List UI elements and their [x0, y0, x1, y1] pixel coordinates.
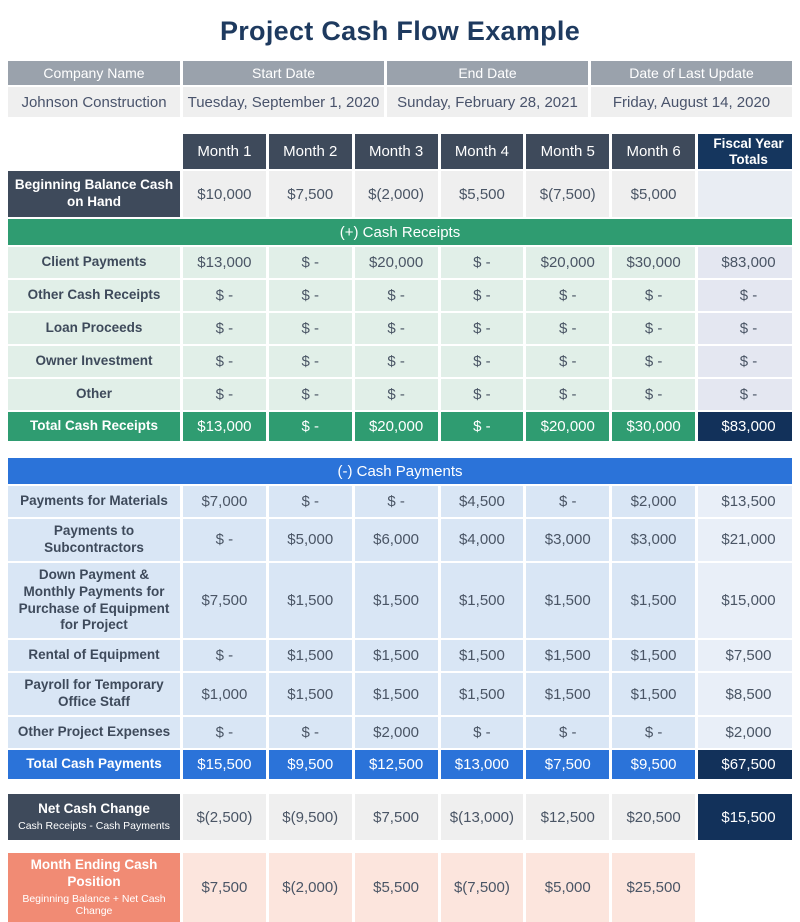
- fiscal-total-cell: $ -: [698, 346, 792, 377]
- value-cell: $15,500: [183, 750, 266, 779]
- fiscal-total-cell: $15,500: [698, 794, 792, 840]
- info-value-cell: Johnson Construction: [8, 87, 180, 117]
- month-header-cell: Month 3: [355, 134, 438, 169]
- value-cell: $3,000: [612, 519, 695, 561]
- payments-row: [8, 673, 792, 715]
- value-cell: $ -: [355, 313, 438, 344]
- row-sublabel-text: Cash Receipts - Cash Payments: [18, 820, 170, 833]
- value-cell: $1,500: [441, 563, 524, 639]
- receipts-total-row: [8, 412, 792, 441]
- row-label: Rental of Equipment: [8, 640, 180, 671]
- value-cell: $(13,000): [441, 794, 524, 840]
- value-cell: $20,000: [355, 412, 438, 441]
- payments-row: [8, 563, 792, 639]
- fiscal-total-cell: $ -: [698, 313, 792, 344]
- value-cell: $1,500: [269, 673, 352, 715]
- value-cell: $ -: [612, 346, 695, 377]
- receipts-row: [8, 379, 792, 410]
- value-cell: $(2,000): [269, 853, 352, 922]
- value-cell: $1,500: [526, 563, 609, 639]
- value-cell: $10,000: [183, 171, 266, 217]
- value-cell: $7,500: [269, 171, 352, 217]
- month-header-row: [8, 134, 792, 169]
- value-cell: $ -: [269, 412, 352, 441]
- value-cell: $1,500: [355, 563, 438, 639]
- fiscal-total-cell: $21,000: [698, 519, 792, 561]
- value-cell: $7,500: [355, 794, 438, 840]
- value-cell: $ -: [183, 379, 266, 410]
- net-cash-change-row: [8, 794, 792, 840]
- value-cell: $4,000: [441, 519, 524, 561]
- section-header-payments: (-) Cash Payments: [8, 458, 792, 484]
- info-header-cell: Date of Last Update: [591, 61, 792, 85]
- row-label-text: Month Ending Cash Position: [30, 857, 158, 889]
- value-cell: $ -: [526, 379, 609, 410]
- section-header-receipts: (+) Cash Receipts: [8, 219, 792, 245]
- value-cell: $ -: [183, 280, 266, 311]
- receipts-row: [8, 280, 792, 311]
- fiscal-total-cell: $15,000: [698, 563, 792, 639]
- value-cell: $ -: [526, 346, 609, 377]
- value-cell: $1,500: [355, 673, 438, 715]
- payments-row: [8, 640, 792, 671]
- month-ending-cash-position-row: [8, 853, 792, 922]
- value-cell: $ -: [526, 717, 609, 748]
- value-cell: $5,000: [612, 171, 695, 217]
- row-label: Other Project Expenses: [8, 717, 180, 748]
- value-cell: $6,000: [355, 519, 438, 561]
- value-cell: $1,500: [441, 640, 524, 671]
- value-cell: $20,000: [526, 247, 609, 278]
- beginning-balance-row: [8, 171, 792, 217]
- row-label: Beginning Balance Cash on Hand: [8, 171, 180, 217]
- fiscal-total-cell: $ -: [698, 280, 792, 311]
- value-cell: $(9,500): [269, 794, 352, 840]
- receipts-row: [8, 346, 792, 377]
- payments-row: [8, 717, 792, 748]
- value-cell: $7,500: [526, 750, 609, 779]
- value-cell: $ -: [269, 486, 352, 517]
- row-label: [8, 853, 180, 922]
- fiscal-total-cell: $83,000: [698, 247, 792, 278]
- value-cell: $30,000: [612, 247, 695, 278]
- value-cell: $2,000: [612, 486, 695, 517]
- fiscal-total-cell: $67,500: [698, 750, 792, 779]
- value-cell: $4,500: [441, 486, 524, 517]
- month-header-cell: Month 1: [183, 134, 266, 169]
- value-cell: $ -: [355, 379, 438, 410]
- value-cell: $ -: [526, 486, 609, 517]
- row-label: Down Payment & Monthly Payments for Purchase of Equipment for Project: [8, 563, 180, 639]
- value-cell: $ -: [441, 379, 524, 410]
- value-cell: $(7,500): [526, 171, 609, 217]
- value-cell: $ -: [269, 280, 352, 311]
- company-info-header-row: [8, 61, 792, 85]
- month-header-cell: Month 2: [269, 134, 352, 169]
- row-label: Payroll for Temporary Office Staff: [8, 673, 180, 715]
- fiscal-total-cell: $8,500: [698, 673, 792, 715]
- value-cell: $1,500: [612, 673, 695, 715]
- value-cell: $1,500: [355, 640, 438, 671]
- fiscal-year-totals-header: Fiscal Year Totals: [698, 134, 792, 169]
- value-cell: $13,000: [183, 247, 266, 278]
- value-cell: $30,000: [612, 412, 695, 441]
- row-label: Total Cash Receipts: [8, 412, 180, 441]
- row-label: Other Cash Receipts: [8, 280, 180, 311]
- row-label: Owner Investment: [8, 346, 180, 377]
- fiscal-total-cell: $ -: [698, 379, 792, 410]
- value-cell: $1,500: [612, 640, 695, 671]
- info-value-cell: Sunday, February 28, 2021: [387, 87, 588, 117]
- value-cell: $25,500: [612, 853, 695, 922]
- value-cell: $ -: [612, 313, 695, 344]
- value-cell: $5,500: [441, 171, 524, 217]
- value-cell: $ -: [269, 247, 352, 278]
- value-cell: $5,000: [269, 519, 352, 561]
- row-label: Total Cash Payments: [8, 750, 180, 779]
- payments-row: [8, 486, 792, 517]
- info-value-cell: Friday, August 14, 2020: [591, 87, 792, 117]
- value-cell: $ -: [612, 379, 695, 410]
- value-cell: $ -: [355, 346, 438, 377]
- value-cell: $3,000: [526, 519, 609, 561]
- info-header-cell: Start Date: [183, 61, 384, 85]
- value-cell: $ -: [183, 717, 266, 748]
- info-value-cell: Tuesday, September 1, 2020: [183, 87, 384, 117]
- value-cell: $(2,500): [183, 794, 266, 840]
- value-cell: $(7,500): [441, 853, 524, 922]
- value-cell: $ -: [269, 379, 352, 410]
- value-cell: $1,500: [269, 640, 352, 671]
- value-cell: $ -: [441, 412, 524, 441]
- value-cell: $ -: [355, 280, 438, 311]
- value-cell: $1,500: [612, 563, 695, 639]
- value-cell: $20,000: [526, 412, 609, 441]
- value-cell: $ -: [355, 486, 438, 517]
- value-cell: $ -: [269, 313, 352, 344]
- value-cell: $ -: [612, 280, 695, 311]
- info-header-cell: End Date: [387, 61, 588, 85]
- payments-row: [8, 519, 792, 561]
- value-cell: $ -: [441, 717, 524, 748]
- receipts-row: [8, 313, 792, 344]
- value-cell: $12,500: [355, 750, 438, 779]
- row-label-text: Net Cash Change: [38, 801, 150, 817]
- value-cell: $ -: [526, 313, 609, 344]
- row-label: Payments to Subcontractors: [8, 519, 180, 561]
- value-cell: $ -: [183, 313, 266, 344]
- value-cell: $ -: [441, 247, 524, 278]
- value-cell: $20,000: [355, 247, 438, 278]
- value-cell: $ -: [441, 313, 524, 344]
- value-cell: $ -: [183, 519, 266, 561]
- row-label: [8, 794, 180, 840]
- value-cell: $1,500: [441, 673, 524, 715]
- fiscal-total-cell: $7,500: [698, 640, 792, 671]
- value-cell: $ -: [183, 640, 266, 671]
- row-label: Client Payments: [8, 247, 180, 278]
- receipts-row: [8, 247, 792, 278]
- value-cell: $13,000: [441, 750, 524, 779]
- value-cell: $ -: [183, 346, 266, 377]
- value-cell: $ -: [269, 717, 352, 748]
- row-label: Other: [8, 379, 180, 410]
- month-header-cell: Month 4: [441, 134, 524, 169]
- value-cell: $1,500: [526, 673, 609, 715]
- value-cell: $ -: [526, 280, 609, 311]
- fiscal-total-cell: [698, 171, 792, 217]
- value-cell: $7,500: [183, 853, 266, 922]
- value-cell: $7,000: [183, 486, 266, 517]
- row-label: Loan Proceeds: [8, 313, 180, 344]
- value-cell: $5,500: [355, 853, 438, 922]
- month-header-cell: Month 6: [612, 134, 695, 169]
- payments-total-row: [8, 750, 792, 779]
- row-sublabel-text: Beginning Balance + Net Cash Change: [22, 892, 166, 918]
- value-cell: $ -: [441, 346, 524, 377]
- value-cell: $(2,000): [355, 171, 438, 217]
- value-cell: $1,000: [183, 673, 266, 715]
- value-cell: $ -: [269, 346, 352, 377]
- value-cell: $7,500: [183, 563, 266, 639]
- value-cell: $12,500: [526, 794, 609, 840]
- corner-spacer: [8, 134, 180, 169]
- value-cell: $ -: [612, 717, 695, 748]
- value-cell: $ -: [441, 280, 524, 311]
- fiscal-total-cell: [698, 853, 792, 922]
- value-cell: $9,500: [612, 750, 695, 779]
- value-cell: $1,500: [526, 640, 609, 671]
- value-cell: $1,500: [269, 563, 352, 639]
- value-cell: $20,500: [612, 794, 695, 840]
- company-info-value-row: [8, 87, 792, 117]
- value-cell: $2,000: [355, 717, 438, 748]
- page-title: Project Cash Flow Example: [219, 16, 581, 46]
- row-label: Payments for Materials: [8, 486, 180, 517]
- value-cell: $13,000: [183, 412, 266, 441]
- fiscal-total-cell: $2,000: [698, 717, 792, 748]
- month-header-cell: Month 5: [526, 134, 609, 169]
- cash-flow-table: [8, 134, 792, 922]
- value-cell: $9,500: [269, 750, 352, 779]
- info-header-cell: Company Name: [8, 61, 180, 85]
- fiscal-total-cell: $13,500: [698, 486, 792, 517]
- fiscal-total-cell: $83,000: [698, 412, 792, 441]
- value-cell: $5,000: [526, 853, 609, 922]
